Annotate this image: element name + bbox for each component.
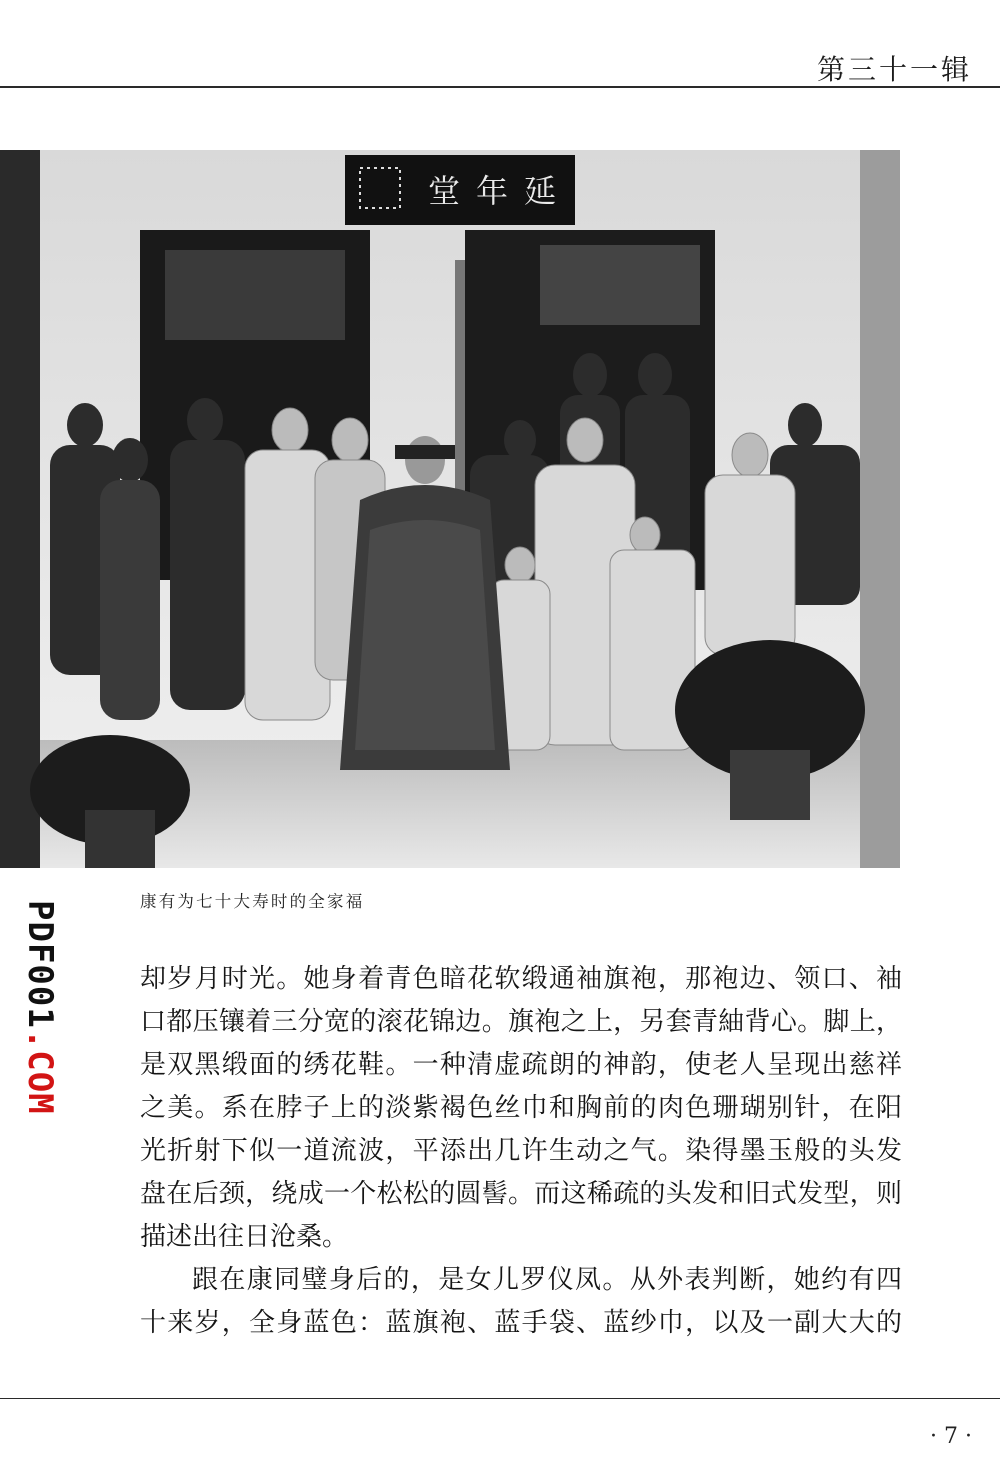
text-line: 盘在后颈，绕成一个松松的圆髻。而这稀疏的头发和旧式发型，则 <box>140 1179 902 1209</box>
text-line: 之美。系在脖子上的淡紫褐色丝巾和胸前的肉色珊瑚别针，在阳 <box>140 1093 902 1123</box>
site-watermark <box>20 900 60 1150</box>
text-line: 描述出往日沧桑。 <box>140 1222 349 1252</box>
photo-illustration <box>0 150 900 868</box>
text-line: 跟在康同璧身后的，是女儿罗仪凤。从外表判断，她约有四 <box>192 1265 902 1295</box>
watermark-part-2: .COM <box>20 1028 60 1115</box>
running-header: 第三十一辑 <box>816 53 972 86</box>
text-line: 口都压镶着三分宽的滚花锦边。旗袍之上，另套青紬背心。脚上， <box>140 1007 902 1037</box>
text-line: 十来岁，全身蓝色：蓝旗袍、蓝手袋、蓝纱巾，以及一副大大的 <box>140 1308 902 1338</box>
text-line: 是双黑缎面的绣花鞋。一种清虚疏朗的神韵，使老人呈现出慈祥 <box>140 1050 902 1080</box>
page-number: · 7 · <box>930 1424 972 1449</box>
header-rule <box>0 86 1000 88</box>
footer-rule <box>0 1398 1000 1399</box>
photo-caption: 康有为七十大寿时的全家福 <box>140 892 365 911</box>
family-photo <box>0 150 900 868</box>
text-line: 光折射下似一道流波，平添出几许生动之气。染得墨玉般的头发 <box>140 1136 902 1166</box>
watermark-part-1: PDF001 <box>20 900 60 1029</box>
plaque-text: 延年堂 <box>427 172 573 210</box>
body-text <box>140 958 902 1345</box>
text-line: 却岁月时光。她身着青色暗花软缎通袖旗袍，那袍边、领口、袖 <box>140 964 902 994</box>
